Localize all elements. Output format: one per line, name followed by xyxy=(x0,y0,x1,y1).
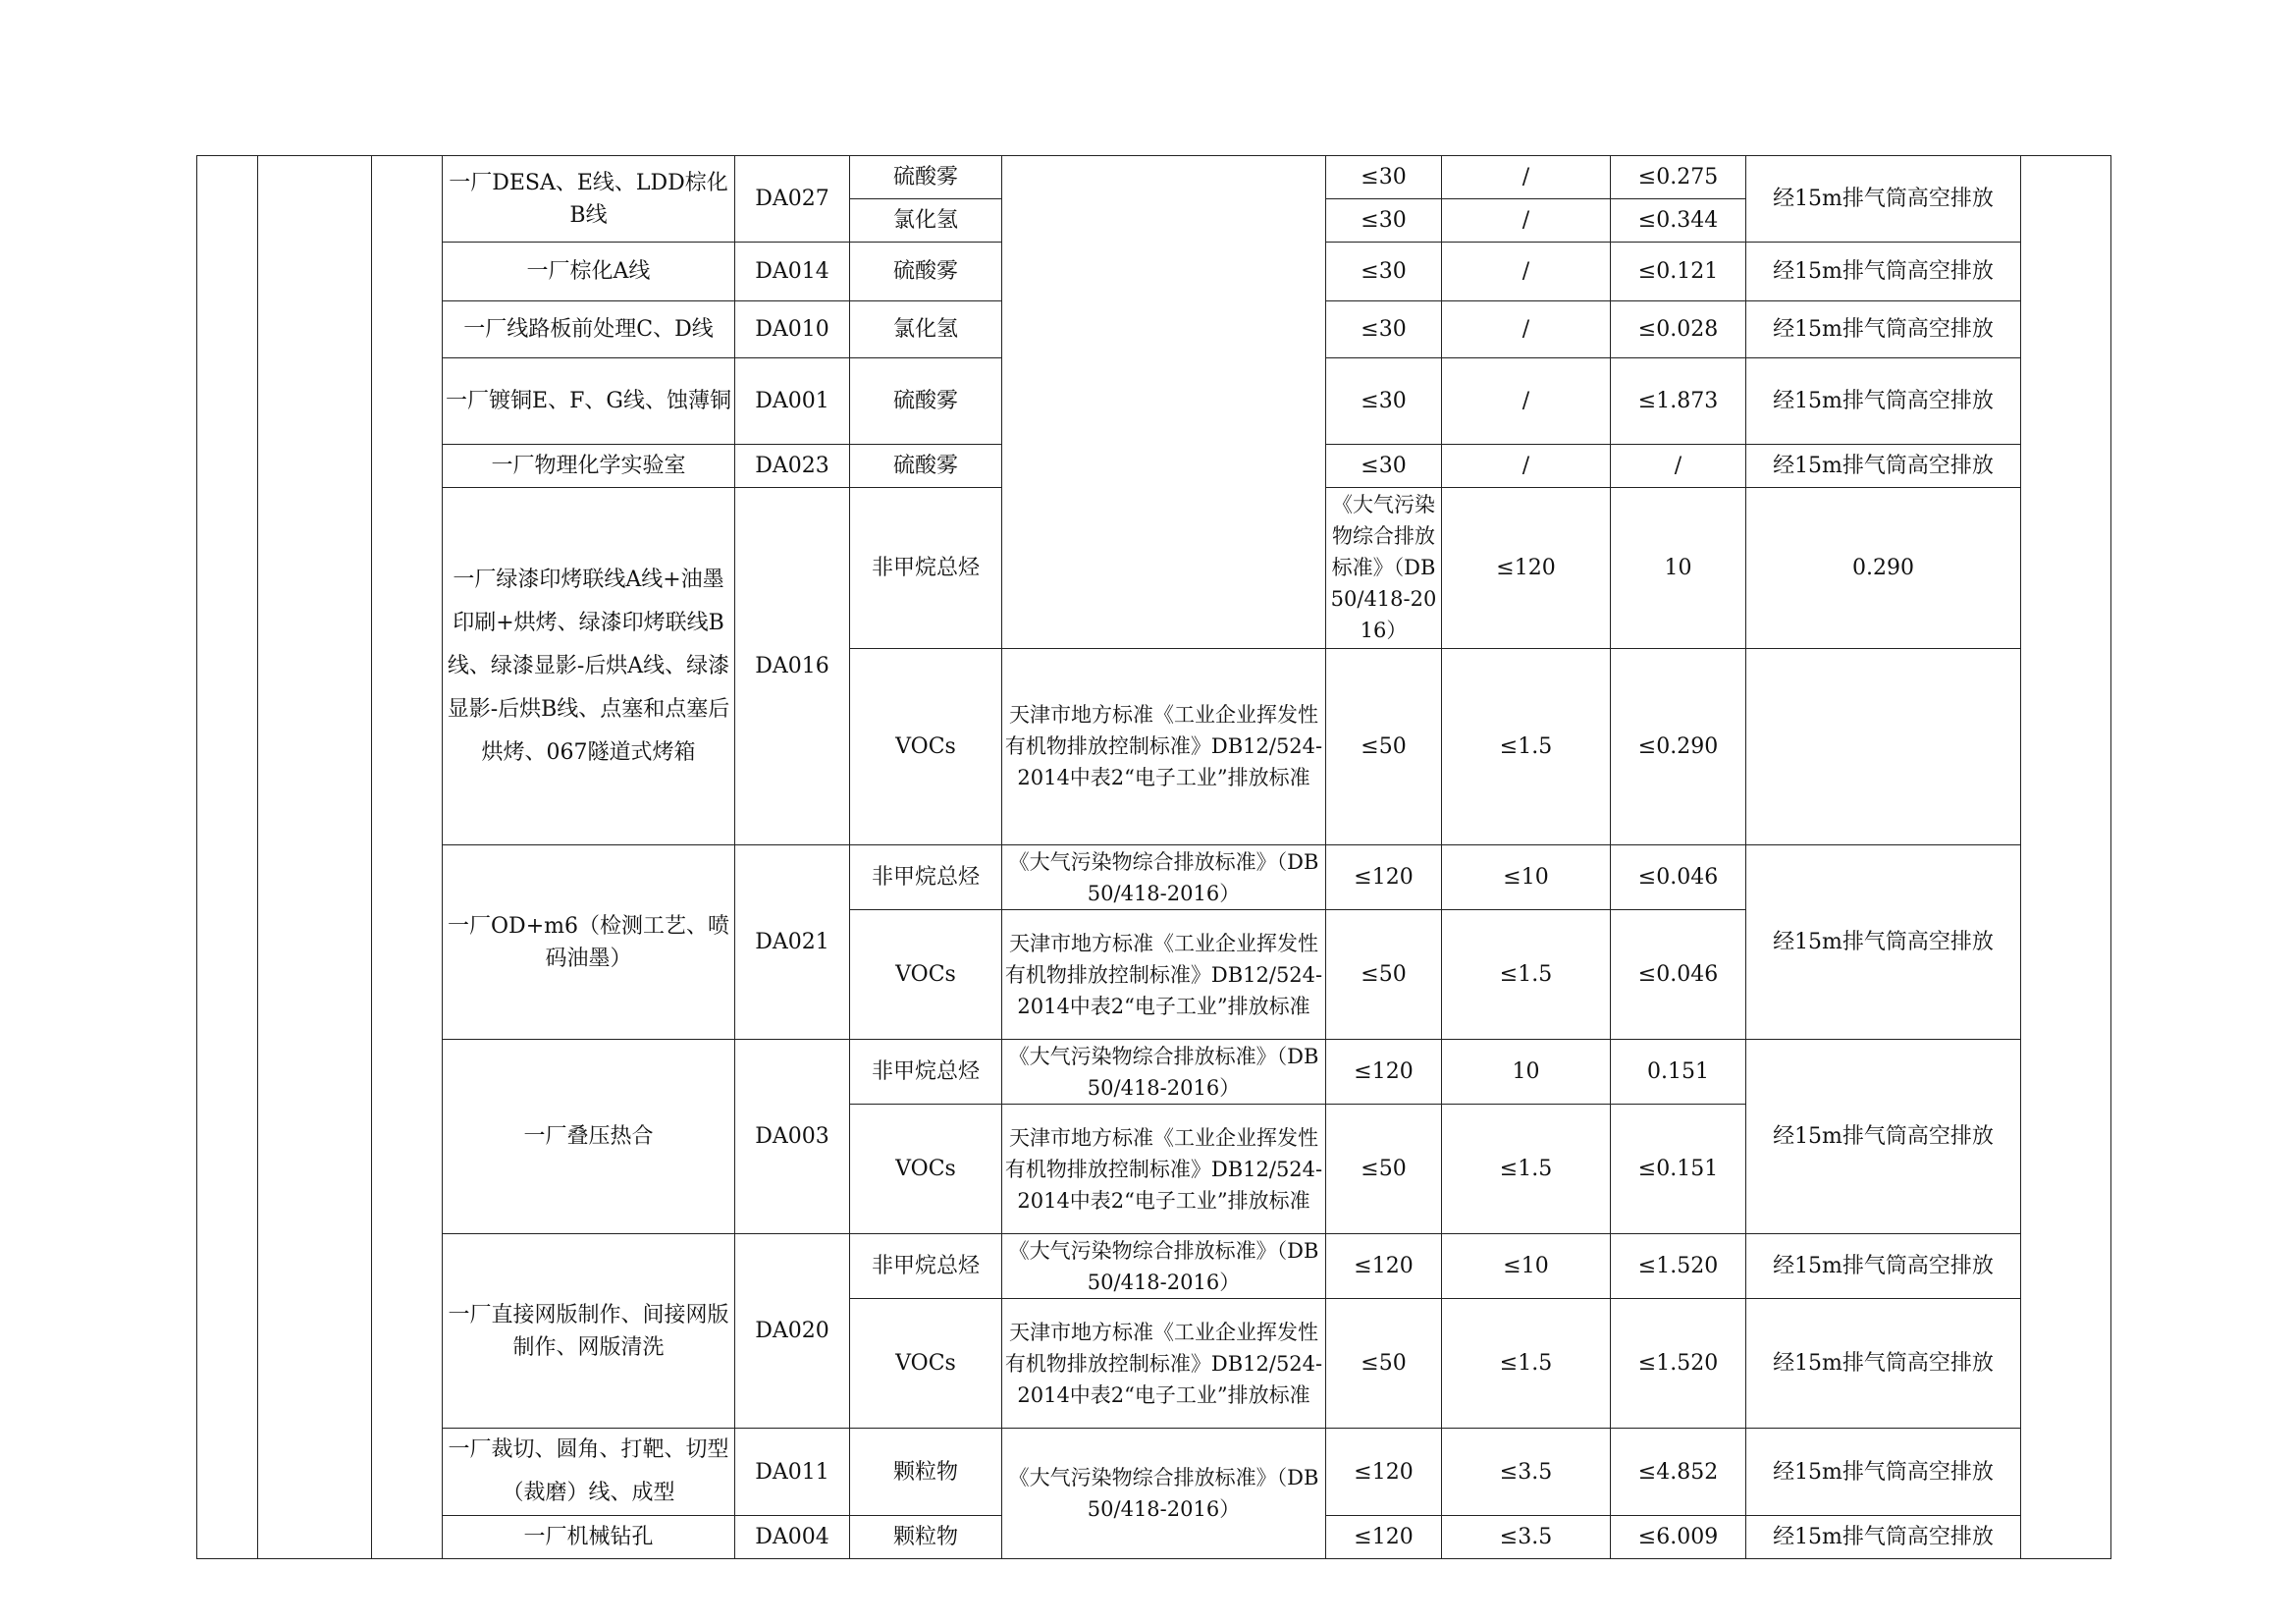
emission-source: 一厂OD+m6（检测工艺、喷码油墨） xyxy=(443,845,735,1040)
pollutant: 非甲烷总烃 xyxy=(850,1234,1002,1299)
concentration-limit: ≤30 xyxy=(1326,243,1442,301)
outlet-code: DA021 xyxy=(735,845,850,1040)
blank-cell-last xyxy=(2021,156,2111,1559)
total-amount: ≤1.873 xyxy=(1611,358,1746,445)
emission-standard: 《大气污染物综合排放标准》（DB50/418-2016） xyxy=(1002,845,1326,910)
rate-limit: 10 xyxy=(1611,488,1746,649)
pollutant: 颗粒物 xyxy=(850,1429,1002,1516)
emission-standard: 《大气污染物综合排放标准》（DB50/418-2016） xyxy=(1326,488,1442,649)
concentration-limit: ≤30 xyxy=(1326,445,1442,488)
rate-limit: / xyxy=(1442,243,1611,301)
table-row xyxy=(197,845,2111,910)
discharge-method: 经15m排气筒高空排放 xyxy=(1746,1429,2021,1516)
emission-source: 一厂机械钻孔 xyxy=(443,1516,735,1559)
emission-standard: 天津市地方标准《工业企业挥发性有机物排放控制标准》DB12/524-2014中表2“电子工业”排放标准 xyxy=(1002,648,1326,844)
total-amount: ≤0.344 xyxy=(1611,199,1746,243)
total-amount: ≤1.520 xyxy=(1611,1299,1746,1429)
concentration-limit: ≤30 xyxy=(1326,199,1442,243)
discharge-method: 经15m排气筒高空排放 xyxy=(1746,1299,2021,1429)
emission-source: 一厂DESA、E线、LDD棕化B线 xyxy=(443,156,735,243)
rate-limit: / xyxy=(1442,358,1611,445)
pollutant: 非甲烷总烃 xyxy=(850,1040,1002,1105)
concentration-limit: ≤50 xyxy=(1326,1105,1442,1234)
concentration-limit: ≤30 xyxy=(1326,301,1442,358)
pollutant: 硫酸雾 xyxy=(850,243,1002,301)
total-amount: / xyxy=(1611,445,1746,488)
pollutant: 硫酸雾 xyxy=(850,156,1002,199)
emission-standard: 天津市地方标准《工业企业挥发性有机物排放控制标准》DB12/524-2014中表2“电子工业”排放标准 xyxy=(1002,910,1326,1040)
rate-limit: / xyxy=(1442,445,1611,488)
rate-limit: ≤1.5 xyxy=(1442,1105,1611,1234)
pollutant: 颗粒物 xyxy=(850,1516,1002,1559)
concentration-limit: ≤30 xyxy=(1326,358,1442,445)
table-row xyxy=(197,1234,2111,1299)
total-amount: ≤0.151 xyxy=(1611,1105,1746,1234)
total-amount: ≤0.121 xyxy=(1611,243,1746,301)
rate-limit: / xyxy=(1442,156,1611,199)
blank-cell-1 xyxy=(197,156,258,1559)
total-amount: 0.290 xyxy=(1746,488,2021,649)
discharge-method: 经15m排气筒高空排放 xyxy=(1746,301,2021,358)
emission-source: 一厂棕化A线 xyxy=(443,243,735,301)
concentration-limit: ≤120 xyxy=(1442,488,1611,649)
pollutant: 非甲烷总烃 xyxy=(850,488,1002,649)
outlet-code: DA020 xyxy=(735,1234,850,1429)
emission-source: 一厂直接网版制作、间接网版制作、网版清洗 xyxy=(443,1234,735,1429)
emission-source: 一厂物理化学实验室 xyxy=(443,445,735,488)
emission-standard: 《大气污染物综合排放标准》（DB50/418-2016） xyxy=(1002,1040,1326,1105)
emission-standard: 天津市地方标准《工业企业挥发性有机物排放控制标准》DB12/524-2014中表2“电子工业”排放标准 xyxy=(1002,1105,1326,1234)
outlet-code: DA023 xyxy=(735,445,850,488)
concentration-limit: ≤120 xyxy=(1326,845,1442,910)
total-amount: ≤0.046 xyxy=(1611,910,1746,1040)
outlet-code: DA016 xyxy=(735,488,850,845)
emission-source: 一厂叠压热合 xyxy=(443,1040,735,1234)
outlet-code: DA004 xyxy=(735,1516,850,1559)
concentration-limit: ≤50 xyxy=(1326,648,1442,844)
pollutant: VOCs xyxy=(850,648,1002,844)
emission-standard: 《大气污染物综合排放标准》（DB50/418-2016） xyxy=(1002,1429,1326,1559)
table-row xyxy=(197,1429,2111,1516)
total-amount: ≤0.275 xyxy=(1611,156,1746,199)
outlet-code: DA003 xyxy=(735,1040,850,1234)
emission-standards-table xyxy=(196,155,2110,1549)
outlet-code: DA014 xyxy=(735,243,850,301)
rate-limit: / xyxy=(1442,301,1611,358)
emission-standard: 天津市地方标准《工业企业挥发性有机物排放控制标准》DB12/524-2014中表2“电子工业”排放标准 xyxy=(1002,1299,1326,1429)
concentration-limit: ≤120 xyxy=(1326,1516,1442,1559)
total-amount: ≤6.009 xyxy=(1611,1516,1746,1559)
emission-source: 一厂镀铜E、F、G线、蚀薄铜 xyxy=(443,358,735,445)
rate-limit: ≤3.5 xyxy=(1442,1516,1611,1559)
discharge-method: 经15m排气筒高空排放 xyxy=(1746,1516,2021,1559)
total-amount: ≤1.520 xyxy=(1611,1234,1746,1299)
total-amount: ≤0.046 xyxy=(1611,845,1746,910)
rate-limit: ≤1.5 xyxy=(1442,1299,1611,1429)
total-amount: ≤0.028 xyxy=(1611,301,1746,358)
total-amount: 0.151 xyxy=(1611,1040,1746,1105)
emission-source: 一厂线路板前处理C、D线 xyxy=(443,301,735,358)
outlet-code: DA011 xyxy=(735,1429,850,1516)
rate-limit: / xyxy=(1442,199,1611,243)
concentration-limit: ≤50 xyxy=(1326,1299,1442,1429)
standard-cell-empty xyxy=(1002,156,1326,649)
pollutant: VOCs xyxy=(850,910,1002,1040)
pollutant: 氯化氢 xyxy=(850,301,1002,358)
concentration-limit: ≤50 xyxy=(1326,910,1442,1040)
outlet-code: DA010 xyxy=(735,301,850,358)
outlet-code: DA027 xyxy=(735,156,850,243)
concentration-limit: ≤120 xyxy=(1326,1040,1442,1105)
discharge-method: 经15m排气筒高空排放 xyxy=(1746,156,2021,243)
total-amount: ≤4.852 xyxy=(1611,1429,1746,1516)
concentration-limit: ≤30 xyxy=(1326,156,1442,199)
pollutant: 非甲烷总烃 xyxy=(850,845,1002,910)
rate-limit: 10 xyxy=(1442,1040,1611,1105)
pollutant: 氯化氢 xyxy=(850,199,1002,243)
rate-limit: ≤3.5 xyxy=(1442,1429,1611,1516)
pollutant: 硫酸雾 xyxy=(850,445,1002,488)
pollutant: VOCs xyxy=(850,1105,1002,1234)
outlet-code: DA001 xyxy=(735,358,850,445)
blank-cell-3 xyxy=(372,156,443,1559)
discharge-method: 经15m排气筒高空排放 xyxy=(1746,358,2021,445)
discharge-method: 经15m排气筒高空排放 xyxy=(1746,1040,2021,1234)
discharge-method: 经15m排气筒高空排放 xyxy=(1746,1234,2021,1299)
blank-cell-2 xyxy=(258,156,372,1559)
rate-limit: ≤10 xyxy=(1442,845,1611,910)
rate-limit: ≤1.5 xyxy=(1442,648,1611,844)
table-row xyxy=(197,156,2111,199)
discharge-method: 经15m排气筒高空排放 xyxy=(1746,845,2021,1040)
pollutant: 硫酸雾 xyxy=(850,358,1002,445)
rate-limit: ≤10 xyxy=(1442,1234,1611,1299)
discharge-method: 经15m排气筒高空排放 xyxy=(1746,243,2021,301)
table-row xyxy=(197,1040,2111,1105)
total-amount: ≤0.290 xyxy=(1611,648,1746,844)
emission-source: 一厂绿漆印烤联线A线+油墨印刷+烘烤、绿漆印烤联线B线、绿漆显影-后烘A线、绿漆显影-后烘B线、点塞和点塞后烘烤、067隧道式烤箱 xyxy=(443,488,735,845)
emission-standard: 《大气污染物综合排放标准》（DB50/418-2016） xyxy=(1002,1234,1326,1299)
rate-limit: ≤1.5 xyxy=(1442,910,1611,1040)
emission-source: 一厂裁切、圆角、打靶、切型（裁磨）线、成型 xyxy=(443,1429,735,1516)
pollutant: VOCs xyxy=(850,1299,1002,1429)
concentration-limit: ≤120 xyxy=(1326,1429,1442,1516)
concentration-limit: ≤120 xyxy=(1326,1234,1442,1299)
discharge-method: 经15m排气筒高空排放 xyxy=(1746,445,2021,488)
